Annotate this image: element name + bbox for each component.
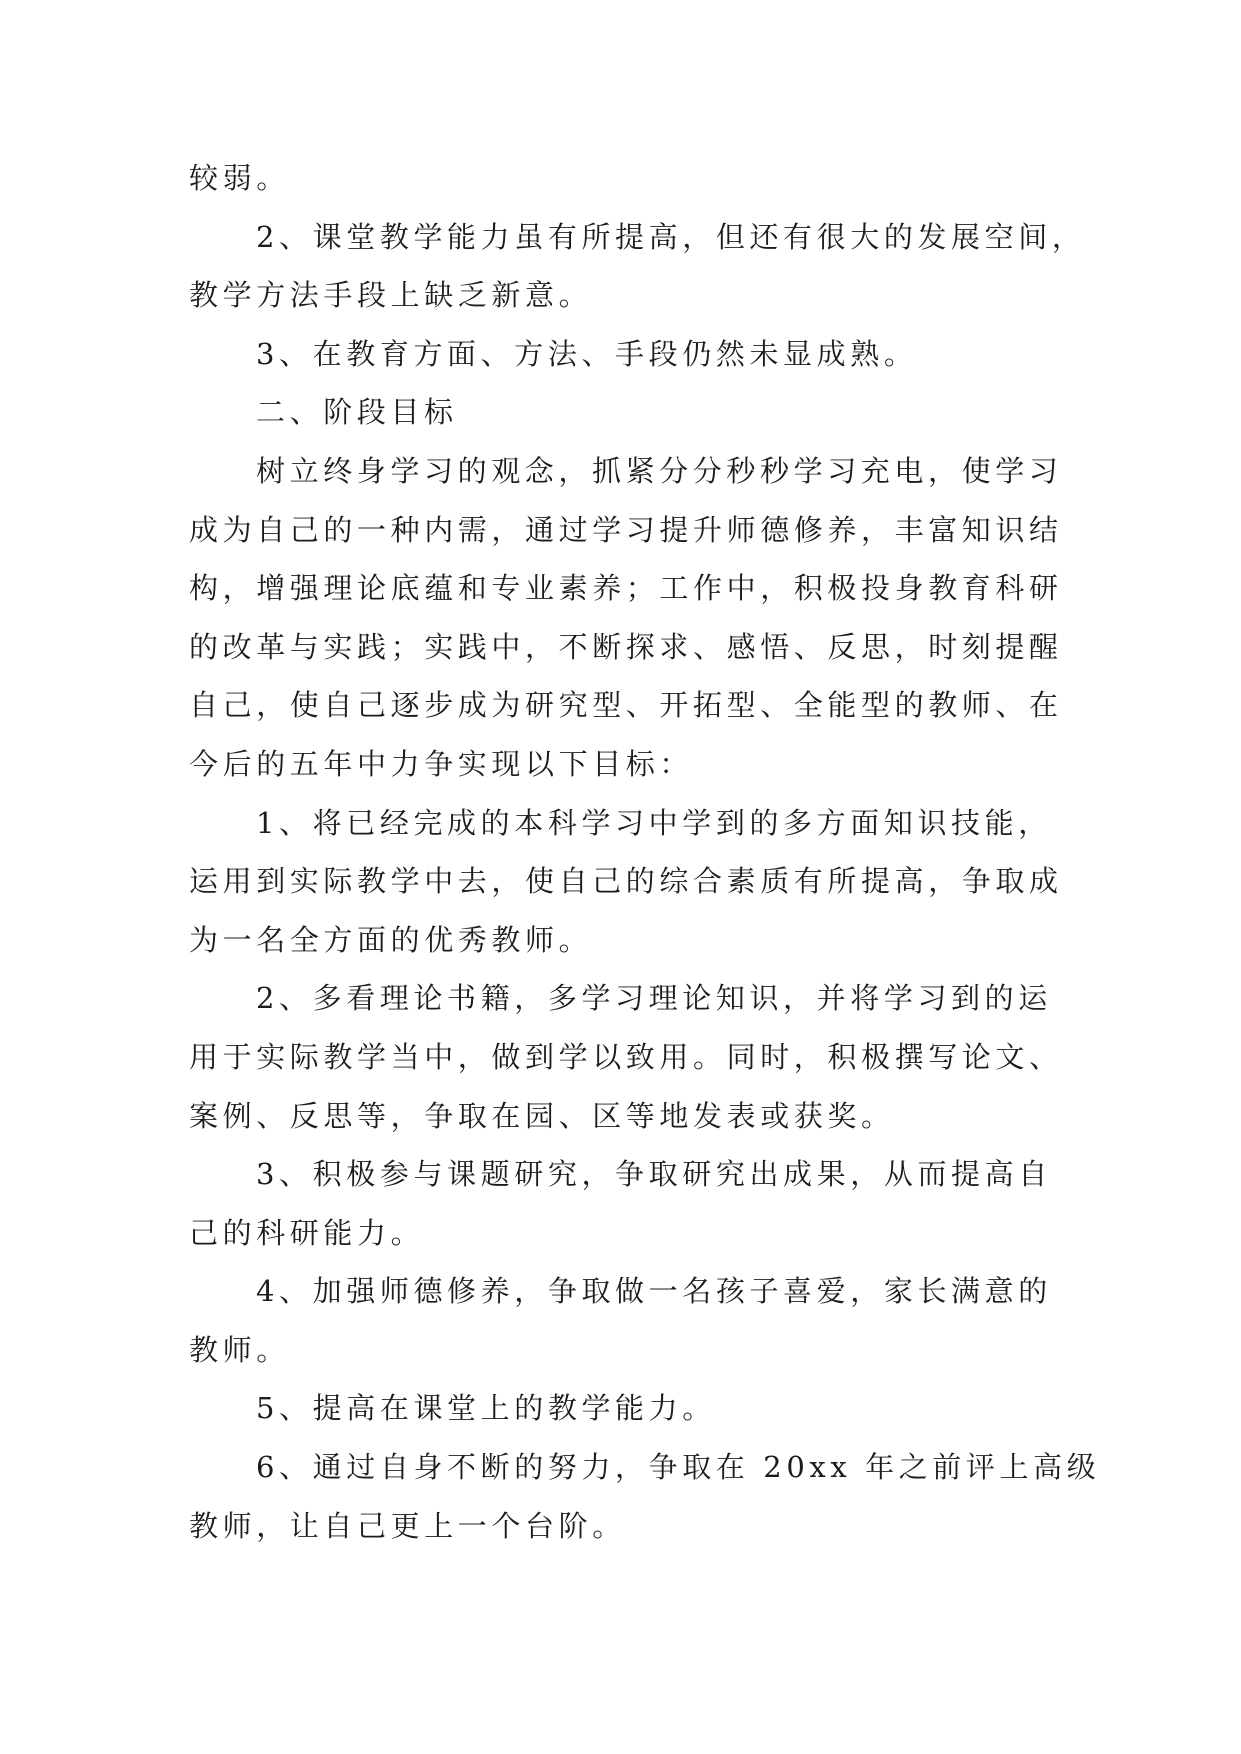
text-line: 构，增强理论底蕴和专业素养；工作中，积极投身教育科研 <box>189 571 1063 606</box>
text-line: 教学方法手段上缺乏新意。 <box>189 278 593 313</box>
text-line: 运用到实际教学中去，使自己的综合素质有所提高，争取成 <box>189 864 1063 899</box>
paragraph <box>189 1145 1149 1262</box>
paragraph <box>189 1438 1149 1555</box>
paragraph <box>189 1379 1149 1438</box>
text-line: 5、提高在课堂上的教学能力。 <box>256 1391 716 1426</box>
text-line: 树立终身学习的观念，抓紧分分秒秒学习充电，使学习 <box>256 453 1063 488</box>
text-line: 为一名全方面的优秀教师。 <box>189 922 593 957</box>
text-line: 1、将已经完成的本科学习中学到的多方面知识技能， <box>256 805 1052 840</box>
text-line: 4、加强师德修养，争取做一名孩子喜爱，家长满意的 <box>256 1274 1052 1309</box>
body-text <box>189 149 1149 1555</box>
text-line: 教师。 <box>189 1332 290 1367</box>
text-line: 教师，让自己更上一个台阶。 <box>189 1508 626 1543</box>
text-line: 的改革与实践；实践中，不断探求、感悟、反思，时刻提醒 <box>189 629 1063 664</box>
text-line: 6、通过自身不断的努力，争取在 20xx 年之前评上高级 <box>256 1450 1101 1485</box>
text-line: 3、在教育方面、方法、手段仍然未显成熟。 <box>256 336 918 371</box>
text-line: 用于实际教学当中，做到学以致用。同时，积极撰写论文、 <box>189 1039 1063 1074</box>
paragraph <box>189 149 1149 208</box>
paragraph <box>189 325 1149 384</box>
text-line: 成为自己的一种内需，通过学习提升师德修养，丰富知识结 <box>189 512 1063 547</box>
text-line: 3、积极参与课题研究，争取研究出成果，从而提高自 <box>256 1157 1052 1192</box>
paragraph <box>189 208 1149 325</box>
heading-line: 二、阶段目标 <box>256 395 458 430</box>
text-line: 较弱。 <box>189 161 290 195</box>
paragraph <box>189 1262 1149 1379</box>
text-line: 2、课堂教学能力虽有所提高，但还有很大的发展空间， <box>256 219 1086 254</box>
text-line: 自己，使自己逐步成为研究型、开拓型、全能型的教师、在 <box>189 688 1063 723</box>
text-line: 己的科研能力。 <box>189 1215 425 1250</box>
text-line: 案例、反思等，争取在园、区等地发表或获奖。 <box>189 1098 895 1133</box>
paragraph <box>189 794 1149 970</box>
paragraph <box>189 442 1149 794</box>
text-line: 今后的五年中力争实现以下目标： <box>189 746 694 781</box>
paragraph <box>189 969 1149 1145</box>
text-line: 2、多看理论书籍，多学习理论知识，并将学习到的运 <box>256 981 1052 1016</box>
section-heading <box>189 383 1149 442</box>
